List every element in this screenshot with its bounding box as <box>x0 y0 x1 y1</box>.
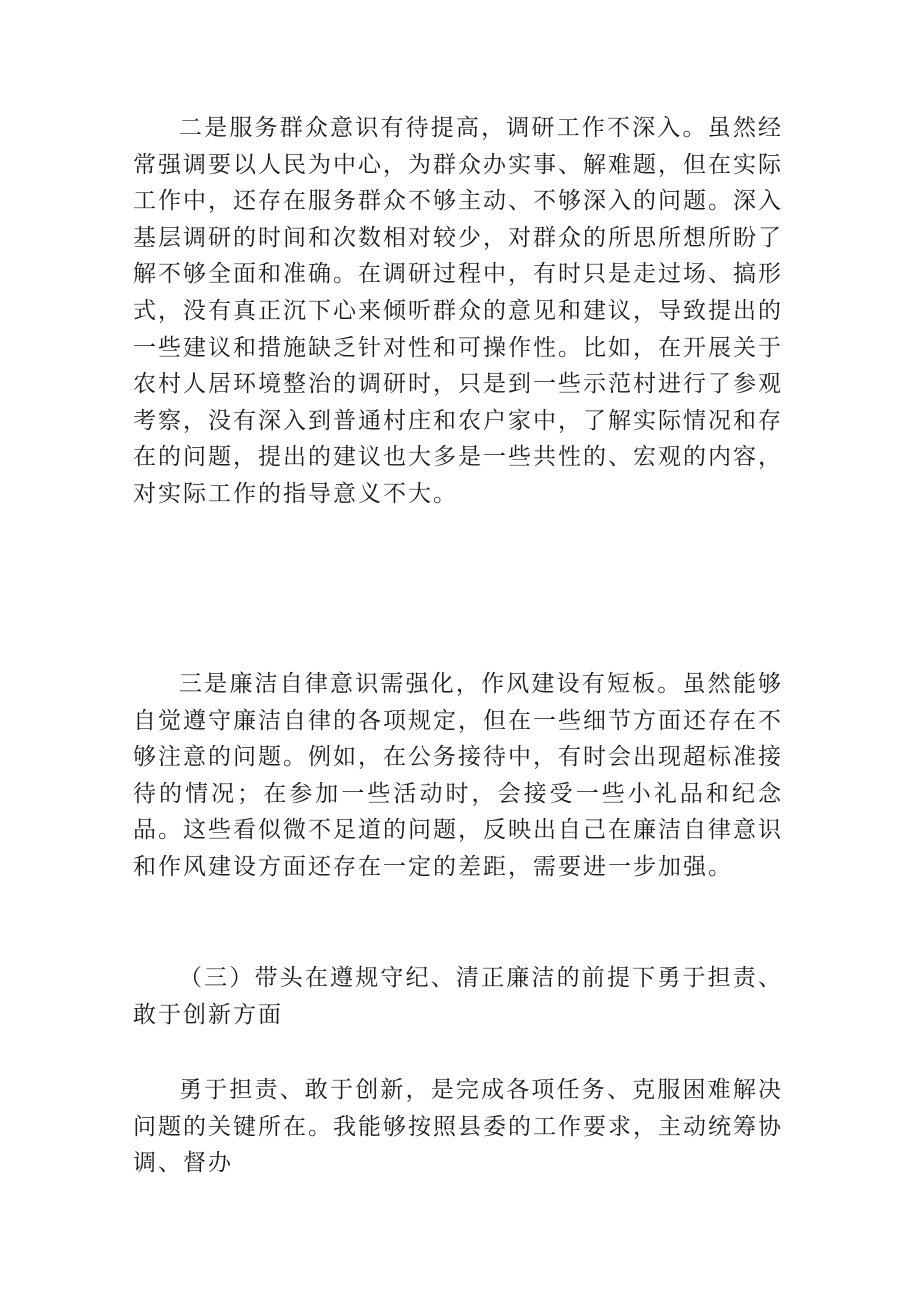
section-heading-responsibility-innovation: （三）带头在遵规守纪、清正廉洁的前提下勇于担责、敢于创新方面 <box>133 965 783 1028</box>
paragraph-service-awareness: 二是服务群众意识有待提高，调研工作不深入。虽然经常强调要以人民为中心，为群众办实事、解难题，但在实际工作中，还存在服务群众不够主动、不够深入的问题。深入基层调研的时间和次数相对较少，对群众的所思所想所盼了解不够全面和准确。在调研过程中，有时只是走过场、搞形式，没有真正沉下心来倾听群众的意见和建议，导致提出的一些建议和措施缺乏针对性和可操作性。比如，在开展关于农村人居环境整治的调研时，只是到一些示范村进行了参观考察，没有深入到普通村庄和农户家中，了解实际情况和存在的问题，提出的建议也大多是一些共性的、宏观的内容，对实际工作的指导意义不大。 <box>133 115 783 507</box>
paragraph-responsibility-innovation: 勇于担责、敢于创新，是完成各项任务、克服困难解决问题的关键所在。我能够按照县委的工作要求，主动统筹协调、督办 <box>133 1077 783 1177</box>
paragraph-integrity-self-discipline: 三是廉洁自律意识需强化，作风建设有短板。虽然能够自觉遵守廉洁自律的各项规定，但在一些细节方面还存在不够注意的问题。例如，在公务接待中，有时会出现超标准接待的情况；在参加一些活动时，会接受一些小礼品和纪念品。这些看似微不足道的问题，反映出自己在廉洁自律意识和作风建设方面还存在一定的差距，需要进一步加强。 <box>133 671 783 880</box>
